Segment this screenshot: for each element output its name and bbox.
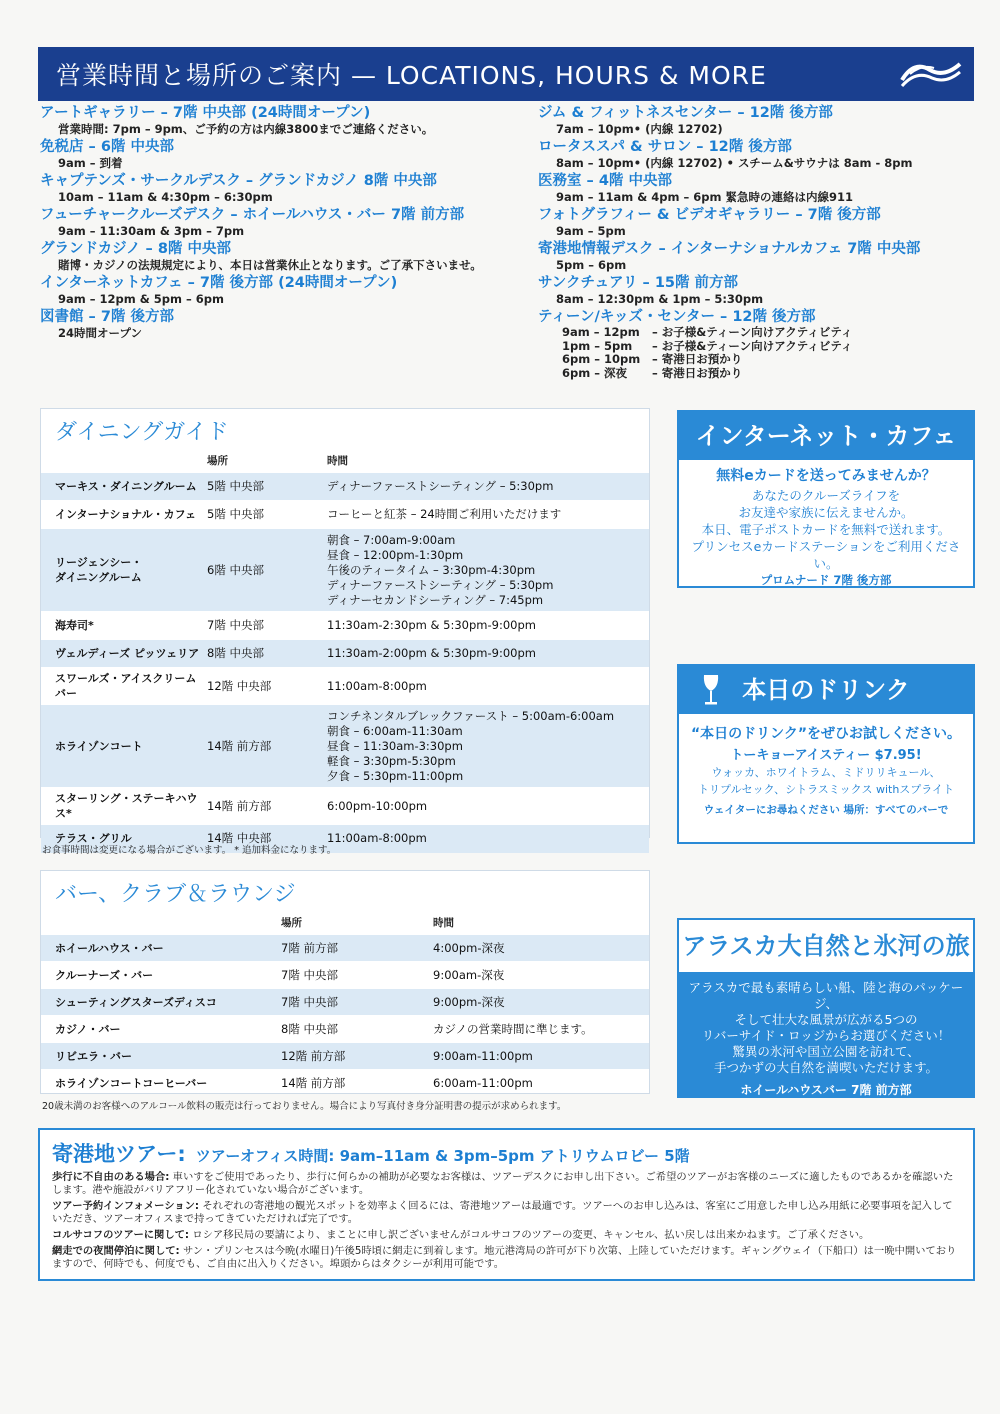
bar-time: カジノの営業時間に準じます。 bbox=[433, 1016, 649, 1043]
location-detail: 5pm – 6pm bbox=[556, 258, 627, 272]
dining-time: コーヒーと紅茶 – 24時間ご利用いただけます bbox=[327, 507, 562, 521]
location-title: 医務室 – 4階 中央部 bbox=[538, 173, 672, 189]
cruise-wave-logo-icon bbox=[900, 56, 962, 92]
location-item bbox=[40, 308, 530, 340]
location-detail: 賭博・カジノの法規規定により、本日は営業休止となります。ご了承下さいませ。 bbox=[58, 258, 482, 272]
teen-center-time: 6pm – 10pm bbox=[562, 352, 641, 366]
bar-name: リビエラ・バー bbox=[41, 1043, 281, 1070]
internet-cafe-box bbox=[677, 410, 975, 588]
teen-center-title: ティーン/キッズ・センター – 12階 後方部 bbox=[538, 309, 816, 325]
dining-time: 11:30am-2:00pm & 5:30pm-9:00pm bbox=[327, 646, 536, 660]
alaska-heading: アラスカ大自然と氷河の旅 bbox=[679, 920, 973, 972]
tour-paragraph-label: ツアー予約インフォメーション: bbox=[52, 1200, 200, 1212]
bar-time: 9:00am-深夜 bbox=[433, 962, 649, 989]
table-row bbox=[41, 473, 649, 501]
dining-venue-name: スワールズ・アイスクリームバー bbox=[55, 672, 197, 700]
dining-venue-name: リージェンシー・ bbox=[55, 556, 143, 569]
dining-place: 6階 中央部 bbox=[207, 529, 327, 612]
bar-name: カジノ・バー bbox=[41, 1016, 281, 1043]
alaska-location: ホイールハウスバー 7階 前方部 bbox=[740, 1083, 912, 1097]
drink-heading: 本日のドリンク bbox=[742, 676, 910, 704]
dining-venue-name: ヴェルディーズ ピッツェリア bbox=[55, 647, 200, 660]
dining-time: コンチネンタルブレックファースト – 5:00am-6:00am bbox=[327, 708, 615, 723]
location-item bbox=[538, 274, 968, 306]
location-title: 図書館 – 7階 後方部 bbox=[40, 309, 174, 325]
table-row bbox=[41, 788, 649, 825]
dining-place: 8階 中央部 bbox=[207, 640, 327, 668]
location-title: グランドカジノ – 8階 中央部 bbox=[40, 241, 231, 257]
dining-time: 午後のティータイム – 3:30pm-4:30pm bbox=[327, 562, 536, 577]
location-title: ロータススパ & サロン – 12階 後方部 bbox=[538, 139, 792, 155]
table-row bbox=[41, 705, 649, 788]
location-item bbox=[40, 104, 530, 136]
dining-venue-name: ダイニングルーム bbox=[55, 571, 142, 584]
drink-location: ウェイターにお尋ねください 場所：すべてのバーで bbox=[703, 804, 949, 816]
location-detail: 9am – 12pm & 5pm – 6pm bbox=[58, 292, 224, 306]
dining-time: 11:30am-2:30pm & 5:30pm-9:00pm bbox=[327, 618, 536, 632]
location-title: フォトグラフィー & ビデオギャラリー – 7階 後方部 bbox=[538, 207, 881, 223]
tour-paragraph-label: コルサコフのツアーに関して: bbox=[52, 1229, 190, 1241]
location-item bbox=[40, 138, 530, 170]
location-detail: 10am – 11am & 4:30pm – 6:30pm bbox=[58, 190, 273, 204]
internet-cafe-line: あなたのクルーズライフを bbox=[751, 488, 901, 503]
dining-guide-heading: ダイニングガイド bbox=[55, 420, 229, 445]
internet-cafe-line: 本日、電子ポストカードを無料で送れます。 bbox=[701, 522, 951, 537]
location-detail: 9am – 11am & 4pm – 6pm 緊急時の連絡は内線911 bbox=[556, 190, 853, 204]
tours-title: 寄港地ツアー: bbox=[52, 1142, 186, 1166]
teen-center-item bbox=[538, 308, 968, 380]
dining-venue-name: マーキス・ダイニングルーム bbox=[55, 480, 197, 493]
page-title: 営業時間と場所のご案内 — LOCATIONS, HOURS & MORE bbox=[56, 61, 767, 90]
bar-place: 7階 中央部 bbox=[281, 962, 433, 989]
tour-paragraph-label: 歩行に不自由のある場合: bbox=[52, 1171, 170, 1183]
drink-line: トリプルセック、シトラスミックス withスプライト bbox=[698, 783, 954, 796]
dining-place: 14階 前方部 bbox=[207, 705, 327, 788]
dining-times-cell bbox=[327, 640, 649, 668]
tour-paragraph-text: ロシア移民局の要請により、まことに申し訳ございませんがコルサコフのツアーの変更、キャンセル、払い戻しは出来かねます。ご了承ください。 bbox=[189, 1229, 870, 1241]
dining-time: 11:00am-8:00pm bbox=[327, 831, 427, 846]
bars-table bbox=[41, 911, 649, 1097]
dining-venue-cell bbox=[41, 612, 207, 640]
dining-venue-name: ホライゾンコート bbox=[55, 739, 143, 753]
location-detail: 営業時間: 7pm – 9pm、ご予約の方は内線3800までご連絡ください。 bbox=[58, 122, 434, 136]
internet-cafe-location: プロムナード 7階 後方部 bbox=[760, 573, 892, 587]
tour-paragraph-text: サン・プリンセスは今晩(水曜日)午後5時頃に網走に到着します。地元港湾局の許可が下り次第、上陸していただけます。ギャングウェイ（下船口）は一晩中開いておりますので、何時でも、何度でも、ご自由に出入りください。埠頭からはタクシーが利用可能です。 bbox=[52, 1245, 957, 1270]
dining-place: 5階 中央部 bbox=[207, 501, 327, 529]
bars-heading: バー、クラブ＆ラウンジ bbox=[55, 882, 296, 907]
table-row bbox=[41, 668, 649, 705]
location-detail: 24時間オープン bbox=[58, 326, 142, 340]
bar-place: 8階 中央部 bbox=[281, 1016, 433, 1043]
bar-place: 7階 前方部 bbox=[281, 935, 433, 962]
location-item bbox=[40, 172, 530, 204]
location-detail: 9am – 5pm bbox=[556, 224, 626, 238]
bar-place: 7階 中央部 bbox=[281, 989, 433, 1016]
bar-place: 12階 前方部 bbox=[281, 1043, 433, 1070]
location-title: ジム & フィットネスセンター – 12階 後方部 bbox=[538, 105, 833, 121]
bar-name: シューティングスターズディスコ bbox=[41, 989, 281, 1016]
tour-paragraph-text: それぞれの寄港地の観光スポットを効率よく回るには、寄港地ツアーは最適です。ツアーへのお申し込みは、客室にご用意した申し込み用紙に必要事項を記入していただき、ツアーオフィスまで持ってきていただければ完了です。 bbox=[52, 1200, 953, 1225]
dining-venue-cell bbox=[41, 473, 207, 501]
bar-time: 9:00am-11:00pm bbox=[433, 1043, 649, 1070]
teen-center-row bbox=[538, 353, 968, 367]
teen-center-row bbox=[538, 367, 968, 381]
dining-times-cell bbox=[327, 788, 649, 825]
dining-times-cell bbox=[327, 501, 649, 529]
bars-note: 20歳未満のお客様へのアルコール飲料の販売は行っておりません。場合により写真付き身分証明書の提示が求められます。 bbox=[42, 1101, 567, 1112]
dining-times-cell bbox=[327, 705, 649, 788]
dining-venue-cell bbox=[41, 640, 207, 668]
bar-time: 6:00am-11:00pm bbox=[433, 1070, 649, 1097]
table-row bbox=[41, 501, 649, 529]
dining-note: お食事時間は変更になる場合がございます。 * 追加料金になります。 bbox=[42, 845, 337, 856]
dining-col-time: 時間 bbox=[327, 455, 348, 467]
dining-venue-cell bbox=[41, 529, 207, 612]
location-detail: 8am – 10pm• (内線 12702) • スチーム&サウナは 8am - 8pm bbox=[556, 156, 913, 170]
tour-paragraph bbox=[52, 1200, 961, 1226]
dining-venue-cell bbox=[41, 501, 207, 529]
teen-center-desc: – お子様&ティーン向けアクティビティ bbox=[652, 338, 853, 353]
location-item bbox=[538, 206, 968, 238]
dining-times-cell bbox=[327, 612, 649, 640]
bars-col-time: 時間 bbox=[433, 917, 454, 929]
internet-cafe-heading: インターネット・カフェ bbox=[679, 412, 973, 460]
dining-times-cell bbox=[327, 473, 649, 501]
table-row bbox=[41, 962, 649, 989]
teen-center-time: 6pm – 深夜 bbox=[562, 365, 627, 380]
alaska-line: そして壮大な風景が広がる5つの bbox=[734, 1012, 918, 1027]
location-title: アートギャラリー – 7階 中央部 (24時間オープン) bbox=[40, 105, 371, 121]
table-row bbox=[41, 935, 649, 962]
dining-time: ディナーセカンドシーティング – 7:45pm bbox=[327, 592, 544, 607]
bar-time: 4:00pm-深夜 bbox=[433, 935, 649, 962]
internet-cafe-line: お友達や家族に伝えませんか。 bbox=[738, 505, 914, 520]
bar-name: ホイールハウス・バー bbox=[41, 935, 281, 962]
drink-line: “本日のドリンク”をぜひお試しください。 bbox=[690, 726, 962, 742]
dining-venue-cell bbox=[41, 668, 207, 705]
bars-col-place: 場所 bbox=[281, 917, 302, 929]
location-title: 免税店 – 6階 中央部 bbox=[40, 139, 174, 155]
location-item bbox=[40, 206, 530, 238]
dining-table bbox=[41, 449, 649, 853]
dining-time: 軽食 – 3:30pm-5:30pm bbox=[327, 753, 456, 768]
drink-of-the-day-box bbox=[677, 664, 975, 844]
dining-col-place: 場所 bbox=[207, 455, 228, 467]
dining-place: 5階 中央部 bbox=[207, 473, 327, 501]
dining-time: ディナーファーストシーティング – 5:30pm bbox=[327, 577, 554, 592]
teen-center-desc: – お子様&ティーン向けアクティビティ bbox=[652, 325, 853, 339]
location-item bbox=[538, 104, 968, 136]
wine-glass-icon bbox=[701, 673, 721, 707]
location-item bbox=[40, 240, 530, 272]
tour-paragraph bbox=[52, 1245, 961, 1271]
location-detail: 9am – 11:30am & 3pm – 7pm bbox=[58, 224, 245, 238]
bar-name: クルーナーズ・バー bbox=[41, 962, 281, 989]
dining-guide-panel bbox=[40, 408, 650, 846]
tour-paragraph bbox=[52, 1171, 961, 1197]
alaska-line: 手つかずの大自然を満喫いただけます。 bbox=[713, 1060, 938, 1075]
location-title: キャプテンズ・サークルデスク – グランドカジノ 8階 中央部 bbox=[40, 173, 437, 189]
location-title: インターネットカフェ – 7階 後方部 (24時間オープン) bbox=[40, 275, 398, 291]
dining-time: 朝食 – 6:00am-11:30am bbox=[327, 723, 463, 738]
location-title: サンクチュアリ – 15階 前方部 bbox=[538, 275, 739, 291]
teen-center-time: 9am – 12pm bbox=[562, 325, 640, 339]
internet-cafe-line: 無料eカードを送ってみませんか？ bbox=[716, 468, 936, 484]
dining-place: 14階 前方部 bbox=[207, 788, 327, 825]
table-row bbox=[41, 640, 649, 668]
location-item bbox=[538, 138, 968, 170]
dining-time: ディナーファーストシーティング – 5:30pm bbox=[327, 479, 554, 493]
locations-right-column bbox=[538, 104, 968, 382]
dining-venue-name: スターリング・ステーキハウス* bbox=[55, 792, 198, 820]
location-item bbox=[538, 240, 968, 272]
teen-center-row bbox=[538, 340, 968, 354]
dining-time: 昼食 – 12:00pm-1:30pm bbox=[327, 547, 464, 562]
table-row bbox=[41, 1070, 649, 1097]
bar-time: 9:00pm-深夜 bbox=[433, 989, 649, 1016]
tour-paragraph-text: 車いすをご使用であったり、歩行に何らかの補助が必要なお客様は、ツアーデスクにお申し出下さい。ご希望のツアーがお客様のニーズに適したものであるかを確認いたします。港や施設がバリアフリー化されていない場合がございます。 bbox=[52, 1171, 954, 1196]
shore-tours-box bbox=[38, 1128, 975, 1281]
alaska-tour-box bbox=[677, 918, 975, 1098]
location-item bbox=[40, 274, 530, 306]
teen-center-desc: – 寄港日お預かり bbox=[652, 352, 743, 366]
alaska-line: リバーサイド・ロッジからお選びください！ bbox=[701, 1028, 951, 1043]
dining-time: 朝食 – 7:00am-9:00am bbox=[327, 532, 456, 547]
tours-office-hours: ツアーオフィス時間: 9am–11am & 3pm–5pm アトリウムロビー 5階 bbox=[195, 1147, 690, 1165]
tour-paragraph bbox=[52, 1229, 961, 1242]
table-row bbox=[41, 989, 649, 1016]
dining-venue-cell bbox=[41, 705, 207, 788]
drink-line: ウォッカ、ホワイトラム、ミドリリキュール、 bbox=[711, 766, 941, 779]
bar-name: ホライゾンコートコーヒーバー bbox=[41, 1070, 281, 1097]
dining-venue-name: テラス・グリル bbox=[55, 832, 132, 846]
alaska-line: 驚異の氷河や国立公園を訪れて、 bbox=[732, 1044, 920, 1059]
table-row bbox=[41, 529, 649, 612]
dining-times-cell bbox=[327, 668, 649, 705]
dining-place: 14階 中央部 bbox=[207, 825, 327, 853]
drink-heading-bar bbox=[679, 666, 973, 714]
dining-time: 11:00am-8:00pm bbox=[327, 678, 427, 693]
location-title: フューチャークルーズデスク – ホイールハウス・バー 7階 前方部 bbox=[40, 207, 465, 223]
dining-times-cell bbox=[327, 825, 649, 853]
tour-paragraph-label: 網走での夜間停泊に関して: bbox=[52, 1245, 180, 1257]
dining-time: 6:00pm-10:00pm bbox=[327, 798, 428, 813]
dining-place: 7階 中央部 bbox=[207, 612, 327, 640]
header-banner bbox=[38, 47, 974, 101]
location-detail: 8am – 12:30pm & 1pm – 5:30pm bbox=[556, 292, 764, 306]
teen-center-row bbox=[538, 326, 968, 340]
teen-center-time: 1pm – 5pm bbox=[562, 338, 633, 353]
table-row bbox=[41, 1016, 649, 1043]
dining-time: 昼食 – 11:30am-3:30pm bbox=[327, 738, 463, 753]
bars-panel bbox=[40, 870, 650, 1094]
table-row bbox=[41, 1043, 649, 1070]
table-row bbox=[41, 612, 649, 640]
location-detail: 9am – 到着 bbox=[58, 156, 123, 170]
drink-name: トーキョーアイスティー $7.95! bbox=[730, 748, 922, 763]
dining-times-cell bbox=[327, 529, 649, 612]
dining-venue-cell bbox=[41, 788, 207, 825]
locations-left-column bbox=[40, 104, 530, 342]
dining-venue-name: 海寿司* bbox=[55, 619, 94, 632]
location-item bbox=[538, 172, 968, 204]
location-detail: 7am – 10pm• (内線 12702) bbox=[556, 122, 723, 136]
dining-place: 12階 中央部 bbox=[207, 668, 327, 705]
dining-time: 夕食 – 5:30pm-11:00pm bbox=[327, 768, 464, 783]
bar-place: 14階 前方部 bbox=[281, 1070, 433, 1097]
location-title: 寄港地情報デスク – インターナショナルカフェ 7階 中央部 bbox=[538, 241, 921, 257]
alaska-line: アラスカで最も素晴らしい船、陸と海のパッケージ、 bbox=[688, 980, 964, 1011]
internet-cafe-line: プリンセスeカードステーションをご利用ください。 bbox=[691, 539, 961, 571]
dining-venue-name: インターナショナル・カフェ bbox=[55, 508, 197, 521]
teen-center-desc: – 寄港日お預かり bbox=[652, 365, 743, 380]
